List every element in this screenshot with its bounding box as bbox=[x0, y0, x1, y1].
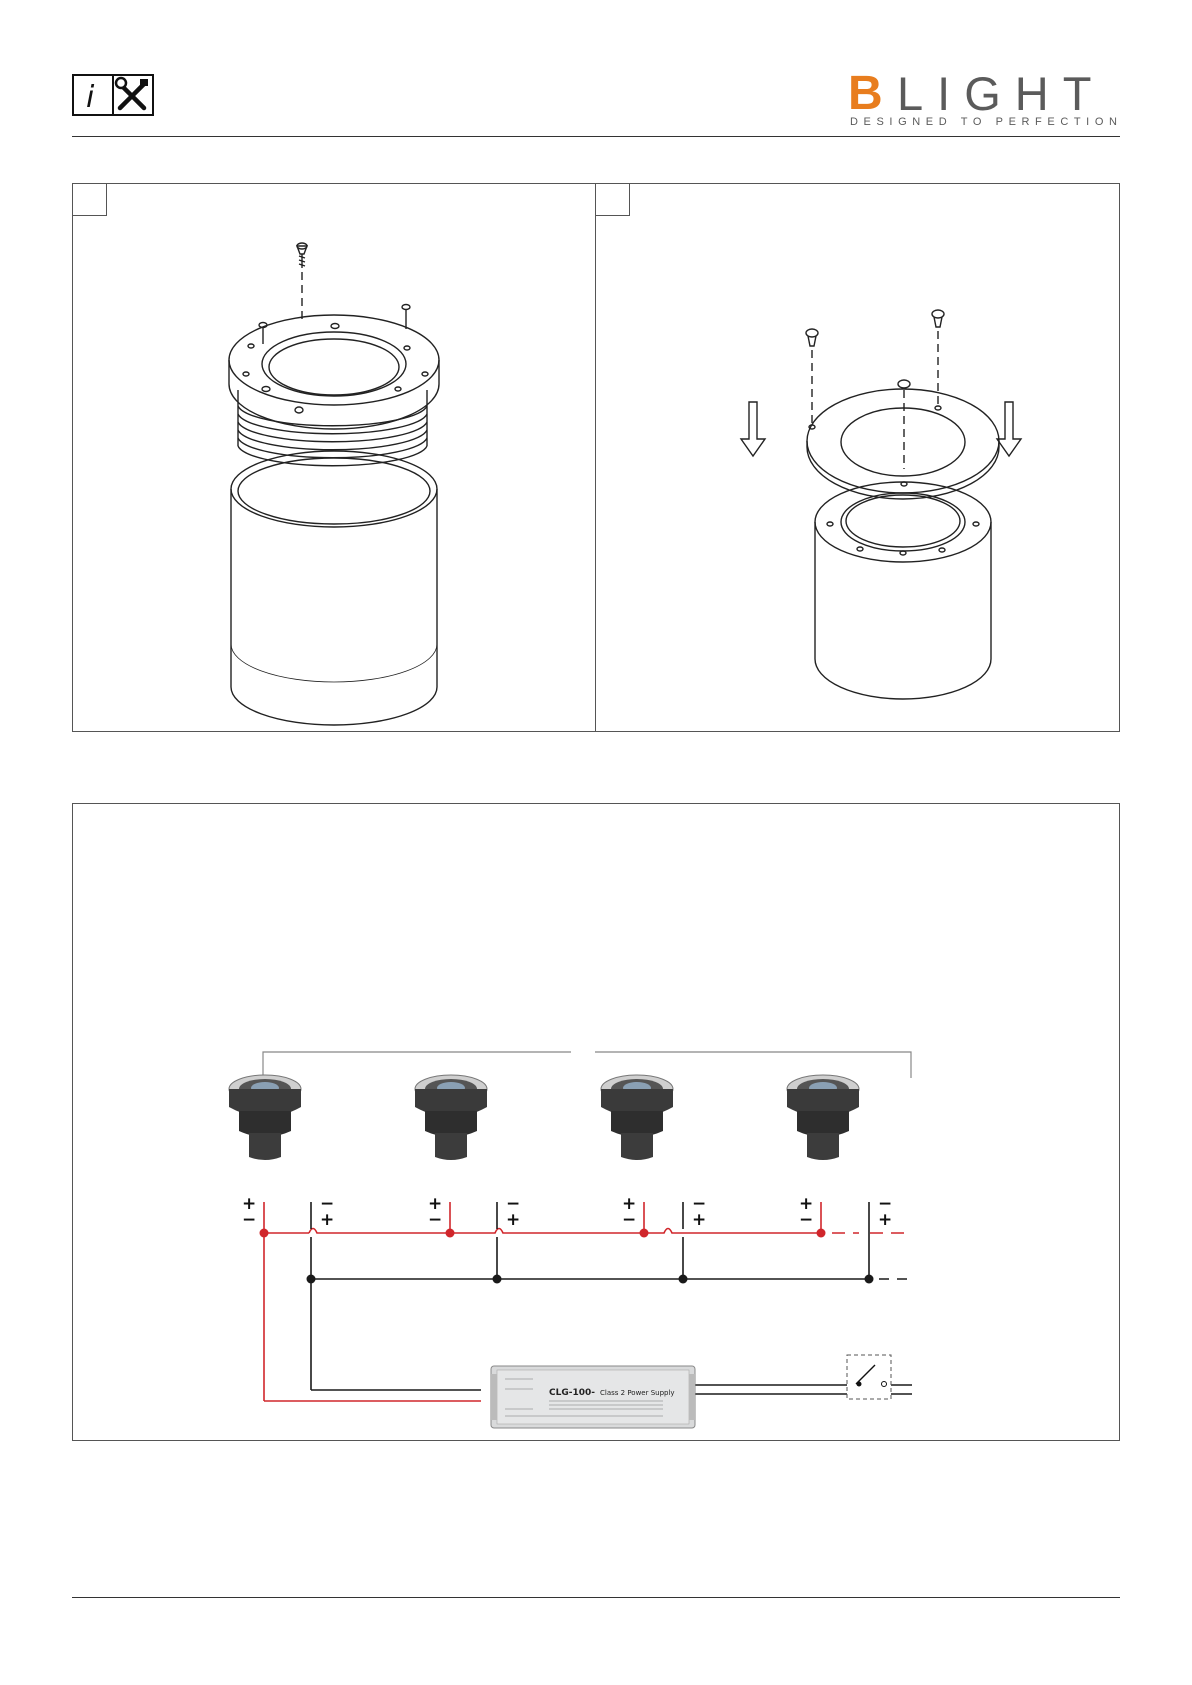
lum4-plus-label: + bbox=[799, 1194, 814, 1214]
lum4-right-plus-label: + bbox=[878, 1210, 893, 1230]
lum2-plus-label: + bbox=[428, 1194, 443, 1214]
luminaire-4 bbox=[787, 1075, 859, 1160]
manual-tools-icon bbox=[72, 74, 154, 116]
brand-word: LIGHT bbox=[897, 67, 1106, 120]
switch-icon bbox=[847, 1355, 891, 1399]
lum1-plus-label: + bbox=[242, 1194, 257, 1214]
footer-rule bbox=[72, 1597, 1120, 1598]
step1-panel bbox=[72, 183, 596, 732]
brand-letter: B bbox=[848, 67, 883, 120]
lum4-right-minus-label: − bbox=[878, 1194, 893, 1214]
wiring-diagram-panel bbox=[72, 803, 1120, 1441]
lum3-right-plus-label: + bbox=[692, 1210, 707, 1230]
brand-tagline: DESIGNED TO PERFECTION bbox=[850, 116, 1123, 128]
luminaire-2 bbox=[415, 1075, 487, 1160]
lum2-right-plus-label: + bbox=[506, 1210, 521, 1230]
lum1-minus-label: − bbox=[242, 1210, 257, 1230]
luminaire-3 bbox=[601, 1075, 673, 1160]
lum4-minus-label: − bbox=[799, 1210, 814, 1230]
psu-model: CLG-100- bbox=[549, 1388, 595, 1398]
group-bracket bbox=[263, 1052, 911, 1078]
step2-panel bbox=[595, 183, 1120, 732]
lum3-right-minus-label: − bbox=[692, 1194, 707, 1214]
luminaire-1 bbox=[229, 1075, 301, 1160]
header-rule bbox=[72, 136, 1120, 137]
power-supply-unit bbox=[491, 1366, 695, 1428]
trim-ring-assembly-drawing bbox=[596, 184, 1119, 731]
lum3-plus-label: + bbox=[622, 1194, 637, 1214]
housing-screw-assembly-drawing bbox=[73, 184, 595, 731]
lum3-minus-label: − bbox=[622, 1210, 637, 1230]
wiring-diagram bbox=[73, 804, 1119, 1440]
screw-top bbox=[297, 243, 307, 268]
polarity-labels bbox=[242, 1194, 892, 1230]
lum1-right-minus-label: − bbox=[320, 1194, 335, 1214]
lum2-right-minus-label: − bbox=[506, 1194, 521, 1214]
svg-text:i: i bbox=[86, 80, 95, 115]
lum1-right-plus-label: + bbox=[320, 1210, 335, 1230]
psu-label: Class 2 Power Supply bbox=[600, 1389, 675, 1397]
lum2-minus-label: − bbox=[428, 1210, 443, 1230]
luminaires bbox=[229, 1075, 859, 1160]
